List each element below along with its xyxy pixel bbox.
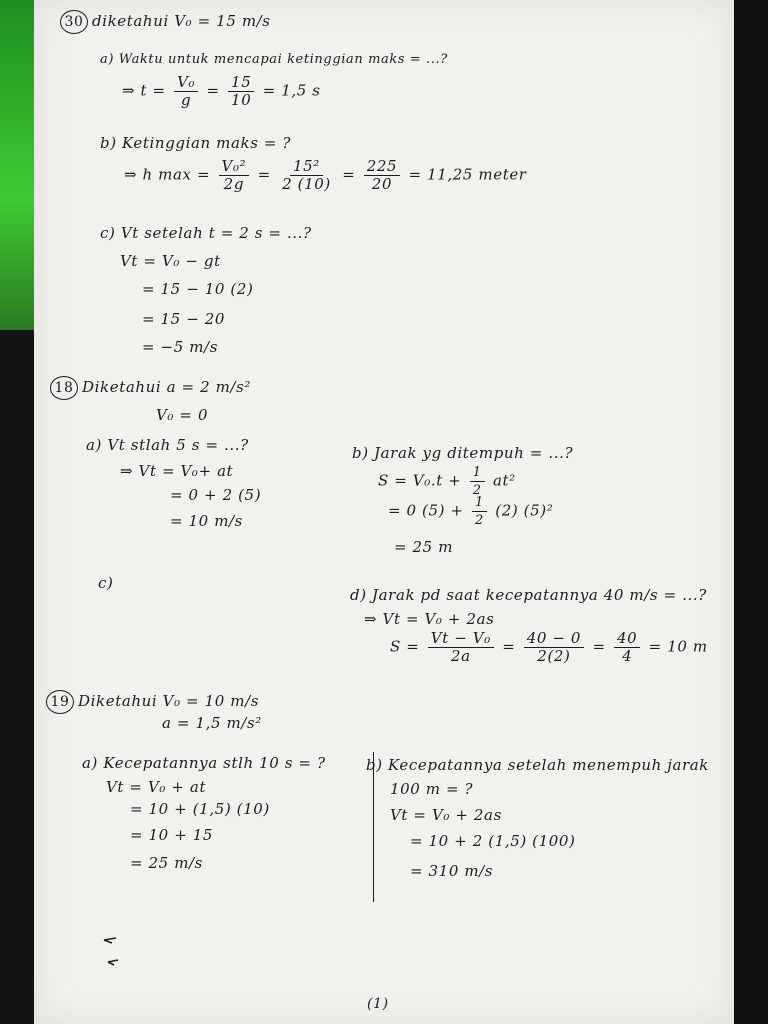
answer-30c-line3: = 15 − 20 — [142, 310, 226, 328]
problem-number-circle: 19 — [46, 690, 74, 714]
question-30c: c) Vt setelah t = 2 s = ...? — [100, 224, 312, 242]
answer-19b-line1: Vt = V₀ + 2as — [390, 806, 502, 824]
answer-18b-line1: S = V₀.t + $\frac{1}{2}$ at² — [378, 465, 516, 498]
answer-30c-line4: = −5 m/s — [142, 338, 218, 356]
answer-18d-line1: ⇒ Vt = V₀ + 2as — [364, 610, 495, 628]
problem-19-header: 19 Diketahui V₀ = 10 m/s — [46, 690, 259, 714]
given-19-acc: a = 1,5 m/s² — [162, 714, 262, 732]
answer-19b-line2: = 10 + 2 (1,5) (100) — [410, 832, 576, 850]
notebook-paper — [34, 0, 734, 1024]
pen-scribble-mark — [100, 934, 130, 974]
answer-30a: ⇒ t = $\frac{\text{V₀}}{g}$ = $\frac{15}{10}$ = 1,5 s — [122, 73, 321, 109]
question-18c: c) — [98, 574, 114, 592]
question-19b: b) Kecepatannya setelah menempuh jarak — [366, 756, 709, 774]
answer-18a-line2: = 0 + 2 (5) — [170, 486, 262, 504]
answer-30c-line2: = 15 − 10 (2) — [142, 280, 254, 298]
problem-18-header: 18 Diketahui a = 2 m/s² — [50, 376, 251, 400]
problem-30-header: 30 diketahui V₀ = 15 m/s — [60, 10, 271, 34]
answer-19a-line2: = 10 + (1,5) (10) — [130, 800, 270, 818]
answer-18d-line2: S = $\frac{\text{Vt − V₀}}{2a}$ = $\frac{40 - 0}{2(2)}$ = $\frac{40}{4}$ = 10 m — [390, 629, 708, 665]
answer-18a-line3: = 10 m/s — [170, 512, 243, 530]
question-30a: a) Waktu untuk mencapai ketinggian maks = ...? — [100, 52, 448, 67]
problem-number-circle: 30 — [60, 10, 88, 34]
background-dark-surface — [734, 0, 768, 1024]
answer-19a-line4: = 25 m/s — [130, 854, 203, 872]
answer-18b-line2: = 0 (5) + $\frac{1}{2}$ (2) (5)² — [388, 495, 554, 528]
answer-30c-line1: Vt = V₀ − gt — [120, 252, 221, 270]
question-18a: a) Vt stlah 5 s = ...? — [86, 436, 249, 454]
answer-18b-line3: = 25 m — [394, 538, 454, 556]
answer-19a-line1: Vt = V₀ + at — [106, 778, 207, 796]
answer-19a-line3: = 10 + 15 — [130, 826, 214, 844]
question-18d: d) Jarak pd saat kecepatannya 40 m/s = ...? — [350, 586, 707, 604]
question-19b-line2: 100 m = ? — [390, 780, 474, 798]
question-30b: b) Ketinggian maks = ? — [100, 134, 292, 152]
given-18-v0: V₀ = 0 — [156, 406, 209, 424]
question-18b: b) Jarak yg ditempuh = ...? — [352, 444, 574, 462]
page-number: (1) — [367, 996, 389, 1012]
answer-18a-line1: ⇒ Vt = V₀+ at — [120, 462, 234, 480]
column-divider — [373, 752, 374, 902]
problem-number-circle: 18 — [50, 376, 78, 400]
answer-19b-line3: = 310 m/s — [410, 862, 494, 880]
answer-30b: ⇒ h max = $\frac{\text{V₀²}}{2g}$ = $\frac{\text{15²}}{2 (10)}$ = $\frac{225}{20}$ = 11,25 meter — [124, 157, 527, 193]
question-19a: a) Kecepatannya stlh 10 s = ? — [82, 754, 326, 772]
